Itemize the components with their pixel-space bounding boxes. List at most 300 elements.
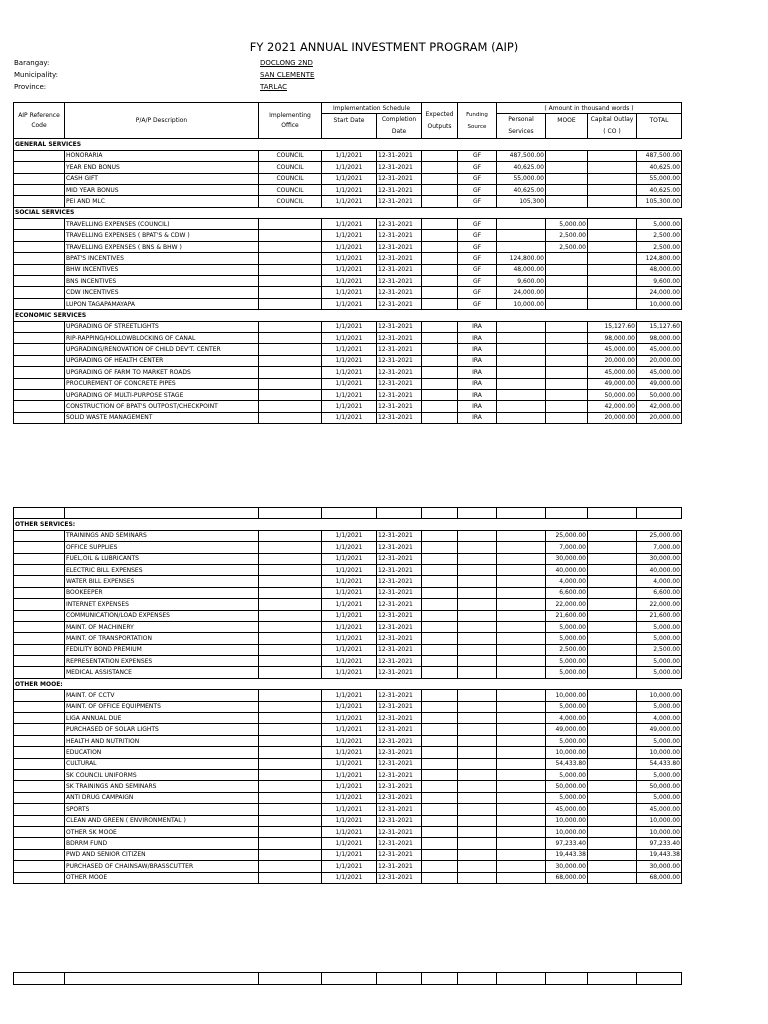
table-row	[14, 184, 682, 195]
table-row	[14, 587, 682, 598]
section-filler	[259, 678, 682, 689]
capital-outlay-cell	[588, 196, 637, 207]
start-date-cell: 1/1/2021	[322, 542, 377, 553]
completion-date-cell: 12-31-2021	[377, 872, 422, 883]
mooe-cell: 5,000.00	[546, 769, 588, 780]
personal-services-cell	[497, 849, 546, 860]
description-cell: OTHER SK MOOE	[65, 826, 259, 837]
completion-date-cell: 12-31-2021	[377, 804, 422, 815]
funding-source-cell	[458, 804, 497, 815]
header-source: Funding Source	[458, 103, 497, 139]
total-cell: 2,500.00	[637, 644, 682, 655]
office-cell	[259, 219, 322, 230]
ref-code-cell	[14, 184, 65, 195]
office-cell	[259, 530, 322, 541]
outputs-cell	[422, 804, 458, 815]
table-row	[14, 219, 682, 230]
table-row	[14, 162, 682, 173]
total-cell: 5,000.00	[637, 792, 682, 803]
ref-code-cell	[14, 758, 65, 769]
outputs-cell	[422, 758, 458, 769]
total-cell: 40,625.00	[637, 184, 682, 195]
outputs-cell	[422, 553, 458, 564]
description-cell: UPGRADING/RENOVATION OF CHILD DEV'T. CENTER	[65, 344, 259, 355]
description-cell: ELECTRIC BILL EXPENSES	[65, 564, 259, 575]
funding-source-cell	[458, 713, 497, 724]
outputs-cell	[422, 735, 458, 746]
capital-outlay-cell: 20,000.00	[588, 355, 637, 366]
personal-services-cell	[497, 769, 546, 780]
start-date-cell	[322, 508, 377, 519]
section-filler	[259, 519, 682, 530]
funding-source-cell: GF	[458, 219, 497, 230]
description-cell: BHW INCENTIVES	[65, 264, 259, 275]
header-completion-date: Completion Date	[377, 114, 422, 139]
office-cell	[259, 747, 322, 758]
outputs-cell	[422, 656, 458, 667]
personal-services-cell	[497, 241, 546, 252]
mooe-cell	[546, 150, 588, 161]
mooe-cell	[546, 355, 588, 366]
description-cell: PURCHASED OF SOLAR LIGHTS	[65, 724, 259, 735]
mooe-cell: 2,500.00	[546, 644, 588, 655]
mooe-cell: 22,000.00	[546, 599, 588, 610]
office-cell	[259, 599, 322, 610]
capital-outlay-cell	[588, 553, 637, 564]
capital-outlay-cell	[588, 724, 637, 735]
outputs-cell	[422, 633, 458, 644]
barangay-value: DOCLONG 2ND	[260, 59, 313, 67]
outputs-cell	[422, 690, 458, 701]
mooe-cell	[546, 253, 588, 264]
table-row	[14, 713, 682, 724]
capital-outlay-cell	[588, 792, 637, 803]
total-cell: 10,000.00	[637, 747, 682, 758]
mooe-cell: 30,000.00	[546, 861, 588, 872]
completion-date-cell: 12-31-2021	[377, 219, 422, 230]
capital-outlay-cell	[588, 872, 637, 883]
table-row	[14, 747, 682, 758]
total-cell: 4,000.00	[637, 576, 682, 587]
office-cell	[259, 872, 322, 883]
description-cell: COMMUNICATION/LOAD EXPENSES	[65, 610, 259, 621]
mooe-cell: 5,000.00	[546, 792, 588, 803]
total-cell	[637, 508, 682, 519]
table-row	[14, 264, 682, 275]
completion-date-cell: 12-31-2021	[377, 861, 422, 872]
capital-outlay-cell	[588, 621, 637, 632]
capital-outlay-cell	[588, 230, 637, 241]
table-row	[14, 815, 682, 826]
header-outputs: Expected Outputs	[422, 103, 458, 139]
completion-date-cell: 12-31-2021	[377, 253, 422, 264]
completion-date-cell: 12-31-2021	[377, 389, 422, 400]
completion-date-cell: 12-31-2021	[377, 184, 422, 195]
ref-code-cell	[14, 599, 65, 610]
table-row	[14, 321, 682, 332]
total-cell: 48,000.00	[637, 264, 682, 275]
ref-code-cell	[14, 162, 65, 173]
description-cell: PWD AND SENIOR CITIZEN	[65, 849, 259, 860]
table-row	[14, 196, 682, 207]
table-row	[14, 690, 682, 701]
mooe-cell: 10,000.00	[546, 815, 588, 826]
completion-date-cell: 12-31-2021	[377, 747, 422, 758]
start-date-cell: 1/1/2021	[322, 861, 377, 872]
start-date-cell: 1/1/2021	[322, 633, 377, 644]
province-label: Province:	[14, 83, 47, 91]
start-date-cell: 1/1/2021	[322, 621, 377, 632]
description-cell: TRAININGS AND SEMINARS	[65, 530, 259, 541]
outputs-cell	[422, 355, 458, 366]
mooe-cell: 7,000.00	[546, 542, 588, 553]
personal-services-cell	[497, 230, 546, 241]
capital-outlay-cell	[588, 241, 637, 252]
capital-outlay-cell: 98,000.00	[588, 332, 637, 343]
capital-outlay-cell	[588, 150, 637, 161]
outputs-cell	[422, 826, 458, 837]
start-date-cell: 1/1/2021	[322, 769, 377, 780]
personal-services-cell	[497, 701, 546, 712]
ref-code-cell	[14, 564, 65, 575]
section-row	[14, 310, 682, 321]
total-cell: 5,000.00	[637, 656, 682, 667]
total-cell	[637, 973, 682, 985]
personal-services-cell	[497, 542, 546, 553]
ref-code-cell	[14, 656, 65, 667]
header-office: Implementing Office	[259, 103, 322, 139]
start-date-cell: 1/1/2021	[322, 196, 377, 207]
table-row	[14, 241, 682, 252]
funding-source-cell	[458, 667, 497, 678]
ref-code-cell	[14, 701, 65, 712]
funding-source-cell: IRA	[458, 389, 497, 400]
capital-outlay-cell: 42,000.00	[588, 401, 637, 412]
table-row	[14, 253, 682, 264]
start-date-cell: 1/1/2021	[322, 412, 377, 423]
outputs-cell	[422, 287, 458, 298]
total-cell: 25,000.00	[637, 530, 682, 541]
ref-code-cell	[14, 264, 65, 275]
completion-date-cell: 12-31-2021	[377, 735, 422, 746]
funding-source-cell	[458, 826, 497, 837]
total-cell: 49,000.00	[637, 724, 682, 735]
start-date-cell	[322, 973, 377, 985]
completion-date-cell	[377, 973, 422, 985]
capital-outlay-cell	[588, 287, 637, 298]
start-date-cell: 1/1/2021	[322, 781, 377, 792]
description-cell: SK TRAININGS AND SEMINARS	[65, 781, 259, 792]
mooe-cell	[546, 321, 588, 332]
office-cell	[259, 412, 322, 423]
table-row	[14, 412, 682, 423]
capital-outlay-cell	[588, 690, 637, 701]
outputs-cell	[422, 241, 458, 252]
outputs-cell	[422, 276, 458, 287]
capital-outlay-cell	[588, 298, 637, 309]
completion-date-cell: 12-31-2021	[377, 367, 422, 378]
completion-date-cell: 12-31-2021	[377, 758, 422, 769]
funding-source-cell	[458, 838, 497, 849]
completion-date-cell: 12-31-2021	[377, 173, 422, 184]
ref-code-cell	[14, 667, 65, 678]
ref-code-cell	[14, 173, 65, 184]
municipality-label: Municipality:	[14, 71, 59, 79]
table-row	[14, 378, 682, 389]
capital-outlay-cell	[588, 861, 637, 872]
completion-date-cell: 12-31-2021	[377, 162, 422, 173]
completion-date-cell: 12-31-2021	[377, 826, 422, 837]
table-row	[14, 344, 682, 355]
ref-code-cell	[14, 849, 65, 860]
funding-source-cell	[458, 576, 497, 587]
outputs-cell	[422, 564, 458, 575]
funding-source-cell	[458, 849, 497, 860]
personal-services-cell: 124,800.00	[497, 253, 546, 264]
capital-outlay-cell	[588, 656, 637, 667]
description-cell: SOLID WASTE MANAGEMENT	[65, 412, 259, 423]
table-row	[14, 389, 682, 400]
personal-services-cell	[497, 389, 546, 400]
header-schedule: Implementation Schedule	[322, 103, 422, 114]
section-heading: OTHER SERVICES:	[14, 519, 259, 530]
capital-outlay-cell	[588, 576, 637, 587]
office-cell	[259, 401, 322, 412]
office-cell	[259, 769, 322, 780]
ref-code-cell	[14, 321, 65, 332]
start-date-cell: 1/1/2021	[322, 599, 377, 610]
total-cell: 45,000.00	[637, 344, 682, 355]
capital-outlay-cell	[588, 633, 637, 644]
mooe-cell	[546, 332, 588, 343]
start-date-cell: 1/1/2021	[322, 321, 377, 332]
outputs-cell	[422, 367, 458, 378]
total-cell: 40,000.00	[637, 564, 682, 575]
ref-code-cell	[14, 530, 65, 541]
outputs-cell	[422, 792, 458, 803]
completion-date-cell: 12-31-2021	[377, 621, 422, 632]
completion-date-cell: 12-31-2021	[377, 530, 422, 541]
completion-date-cell: 12-31-2021	[377, 298, 422, 309]
table-row	[14, 758, 682, 769]
funding-source-cell	[458, 973, 497, 985]
office-cell	[259, 656, 322, 667]
ref-code-cell	[14, 633, 65, 644]
personal-services-cell	[497, 815, 546, 826]
outputs-cell	[422, 412, 458, 423]
outputs-cell	[422, 253, 458, 264]
office-cell	[259, 332, 322, 343]
completion-date-cell: 12-31-2021	[377, 690, 422, 701]
header-ref-code: AIP Reference Code	[14, 103, 65, 139]
mooe-cell: 5,000.00	[546, 656, 588, 667]
personal-services-cell	[497, 838, 546, 849]
office-cell	[259, 241, 322, 252]
ref-code-cell	[14, 792, 65, 803]
mooe-cell	[546, 162, 588, 173]
funding-source-cell	[458, 781, 497, 792]
personal-services-cell	[497, 367, 546, 378]
description-cell: TRAVELLING EXPENSES ( BPAT'S & CDW )	[65, 230, 259, 241]
mooe-cell: 97,233.40	[546, 838, 588, 849]
capital-outlay-cell	[588, 758, 637, 769]
outputs-cell	[422, 644, 458, 655]
personal-services-cell: 55,000.00	[497, 173, 546, 184]
outputs-cell	[422, 724, 458, 735]
table-row	[14, 287, 682, 298]
table-row	[14, 230, 682, 241]
office-cell	[259, 378, 322, 389]
ref-code-cell	[14, 587, 65, 598]
start-date-cell: 1/1/2021	[322, 735, 377, 746]
completion-date-cell: 12-31-2021	[377, 713, 422, 724]
start-date-cell: 1/1/2021	[322, 815, 377, 826]
ref-code-cell	[14, 838, 65, 849]
description-cell: INTERNET EXPENSES	[65, 599, 259, 610]
ref-code-cell	[14, 508, 65, 519]
outputs-cell	[422, 184, 458, 195]
municipality-value: SAN CLEMENTE	[260, 71, 315, 79]
completion-date-cell: 12-31-2021	[377, 276, 422, 287]
completion-date-cell: 12-31-2021	[377, 150, 422, 161]
start-date-cell: 1/1/2021	[322, 378, 377, 389]
completion-date-cell: 12-31-2021	[377, 849, 422, 860]
outputs-cell	[422, 344, 458, 355]
start-date-cell: 1/1/2021	[322, 367, 377, 378]
completion-date-cell: 12-31-2021	[377, 781, 422, 792]
funding-source-cell: IRA	[458, 412, 497, 423]
description-cell: MAINT. OF TRANSPORTATION	[65, 633, 259, 644]
capital-outlay-cell	[588, 564, 637, 575]
ref-code-cell	[14, 804, 65, 815]
ref-code-cell	[14, 553, 65, 564]
start-date-cell: 1/1/2021	[322, 872, 377, 883]
capital-outlay-cell	[588, 644, 637, 655]
capital-outlay-cell	[588, 735, 637, 746]
ref-code-cell	[14, 196, 65, 207]
ref-code-cell	[14, 412, 65, 423]
total-cell: 10,000.00	[637, 690, 682, 701]
ref-code-cell	[14, 815, 65, 826]
capital-outlay-cell	[588, 973, 637, 985]
office-cell	[259, 815, 322, 826]
section-filler	[259, 139, 682, 150]
table-row	[14, 826, 682, 837]
total-cell: 5,000.00	[637, 769, 682, 780]
start-date-cell: 1/1/2021	[322, 826, 377, 837]
funding-source-cell	[458, 735, 497, 746]
completion-date-cell: 12-31-2021	[377, 542, 422, 553]
start-date-cell: 1/1/2021	[322, 530, 377, 541]
office-cell	[259, 321, 322, 332]
capital-outlay-cell	[588, 530, 637, 541]
outputs-cell	[422, 781, 458, 792]
funding-source-cell: GF	[458, 287, 497, 298]
total-cell: 54,433.80	[637, 758, 682, 769]
table-row	[14, 735, 682, 746]
ref-code-cell	[14, 861, 65, 872]
description-cell: YEAR END BONUS	[65, 162, 259, 173]
ref-code-cell	[14, 610, 65, 621]
table-row	[14, 367, 682, 378]
start-date-cell: 1/1/2021	[322, 287, 377, 298]
mooe-cell	[546, 298, 588, 309]
ref-code-cell	[14, 872, 65, 883]
personal-services-cell	[497, 973, 546, 985]
capital-outlay-cell	[588, 599, 637, 610]
capital-outlay-cell	[588, 219, 637, 230]
province-value: TARLAC	[260, 83, 287, 91]
description-cell: FUEL,OIL & LUBRICANTS	[65, 553, 259, 564]
personal-services-cell	[497, 553, 546, 564]
funding-source-cell	[458, 656, 497, 667]
ref-code-cell	[14, 724, 65, 735]
description-cell: HEALTH AND NUTRITION	[65, 735, 259, 746]
completion-date-cell: 12-31-2021	[377, 633, 422, 644]
outputs-cell	[422, 610, 458, 621]
funding-source-cell: GF	[458, 150, 497, 161]
outputs-cell	[422, 973, 458, 985]
start-date-cell: 1/1/2021	[322, 838, 377, 849]
total-cell: 49,000.00	[637, 378, 682, 389]
completion-date-cell: 12-31-2021	[377, 344, 422, 355]
description-cell: UPGRADING OF FARM TO MARKET ROADS	[65, 367, 259, 378]
capital-outlay-cell	[588, 162, 637, 173]
mooe-cell: 6,600.00	[546, 587, 588, 598]
funding-source-cell: IRA	[458, 367, 497, 378]
ref-code-cell	[14, 344, 65, 355]
header-personal-services: Personal Services	[497, 114, 546, 139]
description-cell: LUPON TAGAPAMAYAPA	[65, 298, 259, 309]
table-row	[14, 781, 682, 792]
funding-source-cell	[458, 769, 497, 780]
outputs-cell	[422, 150, 458, 161]
personal-services-cell	[497, 633, 546, 644]
barangay-label: Barangay:	[14, 59, 50, 67]
funding-source-cell	[458, 815, 497, 826]
office-cell	[259, 264, 322, 275]
section-filler	[259, 310, 682, 321]
description-cell: CDW INCENTIVES	[65, 287, 259, 298]
funding-source-cell	[458, 508, 497, 519]
funding-source-cell	[458, 530, 497, 541]
table-row	[14, 644, 682, 655]
completion-date-cell: 12-31-2021	[377, 701, 422, 712]
office-cell	[259, 344, 322, 355]
table-row	[14, 576, 682, 587]
funding-source-cell: GF	[458, 162, 497, 173]
office-cell	[259, 690, 322, 701]
office-cell	[259, 781, 322, 792]
description-cell: LIGA ANNUAL DUE	[65, 713, 259, 724]
office-cell: COUNCIL	[259, 196, 322, 207]
table-row	[14, 656, 682, 667]
description-cell: UPGRADING OF HEALTH CENTER	[65, 355, 259, 366]
ref-code-cell	[14, 241, 65, 252]
total-cell: 9,600.00	[637, 276, 682, 287]
total-cell: 45,000.00	[637, 367, 682, 378]
funding-source-cell	[458, 542, 497, 553]
funding-source-cell: GF	[458, 241, 497, 252]
ref-code-cell	[14, 621, 65, 632]
mooe-cell: 40,000.00	[546, 564, 588, 575]
personal-services-cell	[497, 599, 546, 610]
total-cell: 45,000.00	[637, 804, 682, 815]
personal-services-cell	[497, 872, 546, 883]
mooe-cell	[546, 173, 588, 184]
total-cell: 5,000.00	[637, 219, 682, 230]
description-cell: TRAVELLING EXPENSES ( BNS & BHW )	[65, 241, 259, 252]
